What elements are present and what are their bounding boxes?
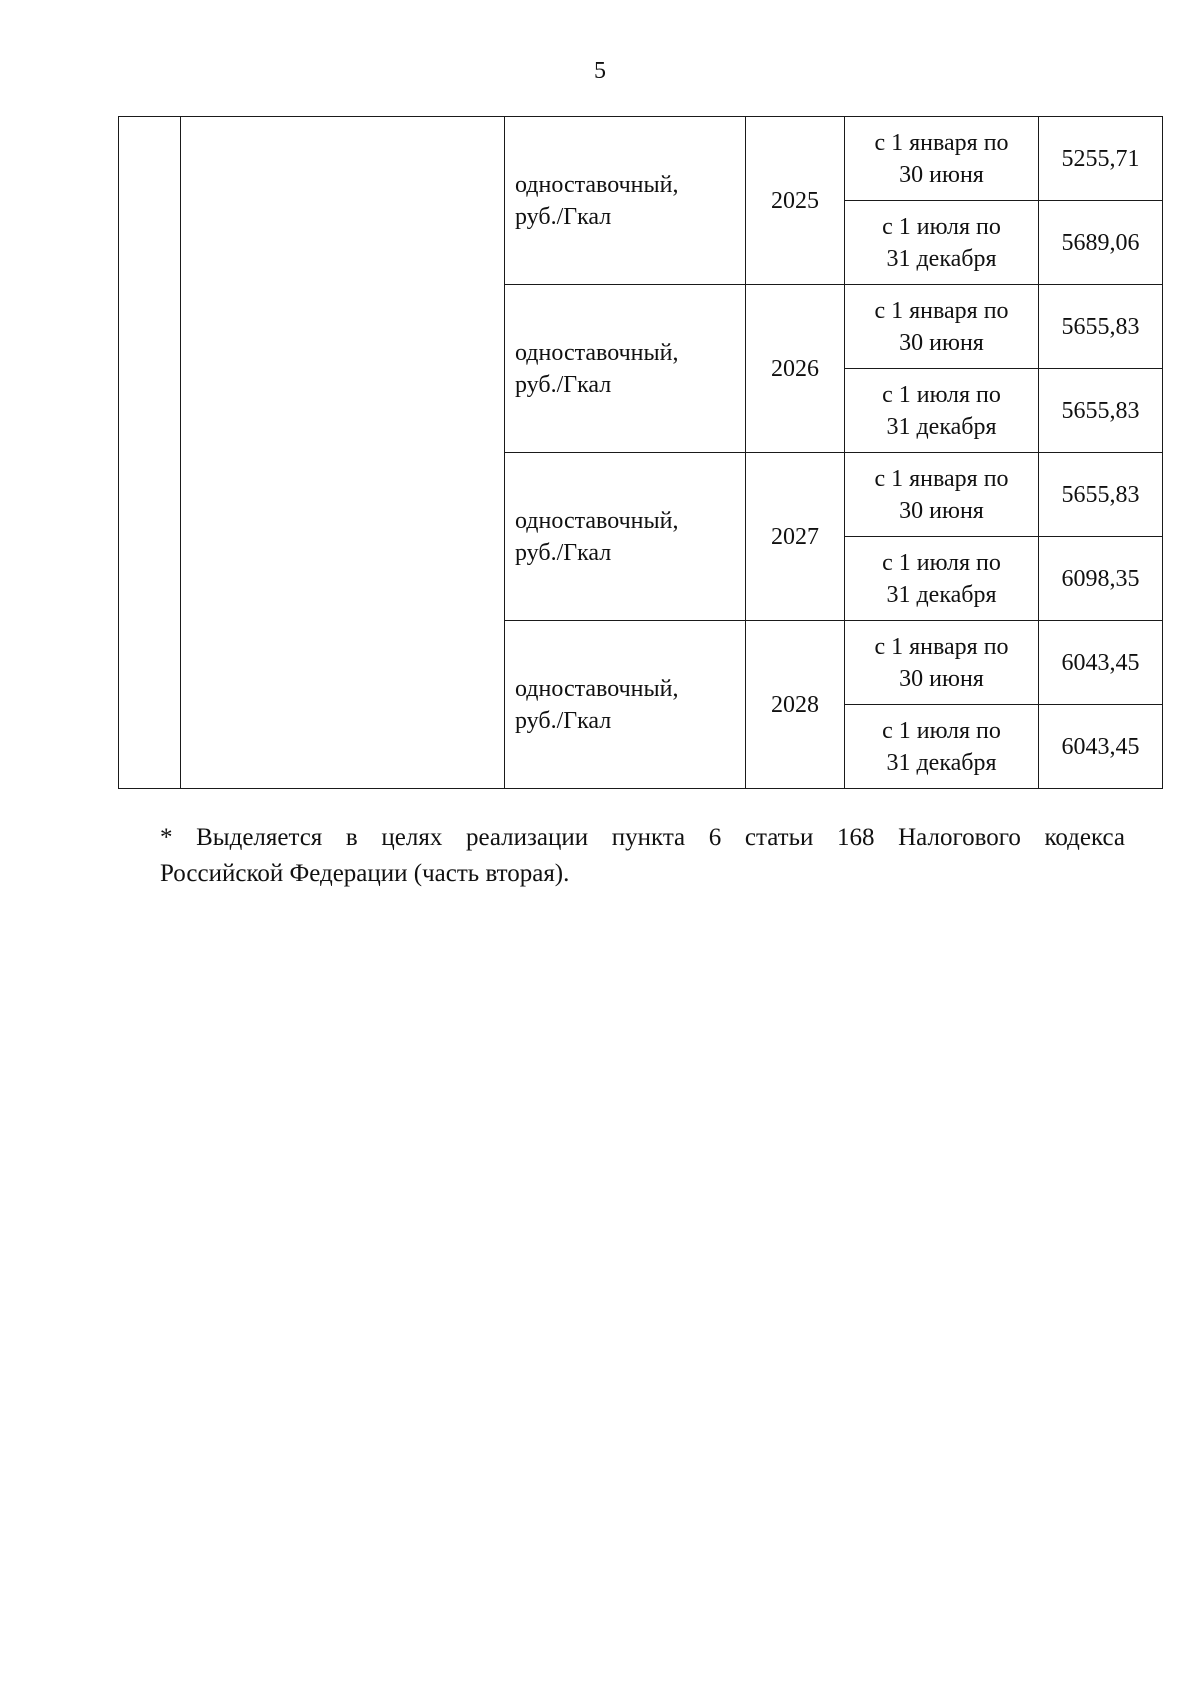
tariff-type-cell [505,621,746,789]
period-line2: 30 июня [899,329,984,356]
period-line2: 30 июня [899,497,984,524]
period-cell [845,621,1039,705]
row-number-cell [119,117,181,789]
period-cell [845,705,1039,789]
tariff-table [118,116,1163,789]
period-line2: 31 декабря [886,581,997,608]
period-line2: 30 июня [899,161,984,188]
year-cell: 2028 [746,621,845,789]
year-cell: 2026 [746,285,845,453]
tariff-type-line2: руб./Гкал [515,539,612,566]
period-line1: с 1 июля по [882,381,1001,408]
tariff-type-cell [505,117,746,285]
tariff-type-line2: руб./Гкал [515,203,612,230]
period-line2: 31 декабря [886,413,997,440]
period-line1: с 1 января по [874,465,1009,492]
period-cell [845,369,1039,453]
tariff-value-cell: 6098,35 [1039,537,1163,621]
tariff-type-line1: одноставочный, [515,171,679,198]
tariff-value-cell: 6043,45 [1039,705,1163,789]
period-line1: с 1 июля по [882,213,1001,240]
tariff-value-cell: 5689,06 [1039,201,1163,285]
tariff-type-line2: руб./Гкал [515,371,612,398]
period-line1: с 1 июля по [882,717,1001,744]
period-line2: 31 декабря [886,749,997,776]
footnote-line1: * Выделяется в целях реализации пункта 6 статьи 168 Налогового кодекса [160,824,1125,851]
period-cell [845,201,1039,285]
period-line1: с 1 января по [874,129,1009,156]
footnote [160,820,1125,892]
page-number: 5 [594,58,606,84]
period-line2: 30 июня [899,665,984,692]
period-cell [845,117,1039,201]
tariff-type-line1: одноставочный, [515,675,679,702]
period-line2: 31 декабря [886,245,997,272]
tariff-value-cell: 5655,83 [1039,369,1163,453]
tariff-type-line1: одноставочный, [515,507,679,534]
period-line1: с 1 января по [874,297,1009,324]
tariff-value-cell: 6043,45 [1039,621,1163,705]
year-cell: 2027 [746,453,845,621]
tariff-value-cell: 5655,83 [1039,453,1163,537]
footnote-line2: Российской Федерации (часть вторая). [160,860,570,887]
organization-name-cell [181,117,505,789]
table-row [119,117,1163,201]
tariff-value-cell: 5255,71 [1039,117,1163,201]
tariff-value-cell: 5655,83 [1039,285,1163,369]
period-line1: с 1 июля по [882,549,1001,576]
period-line1: с 1 января по [874,633,1009,660]
period-cell [845,453,1039,537]
tariff-type-cell [505,453,746,621]
period-cell [845,537,1039,621]
year-cell: 2025 [746,117,845,285]
tariff-type-cell [505,285,746,453]
period-cell [845,285,1039,369]
tariff-type-line2: руб./Гкал [515,707,612,734]
tariff-type-line1: одноставочный, [515,339,679,366]
